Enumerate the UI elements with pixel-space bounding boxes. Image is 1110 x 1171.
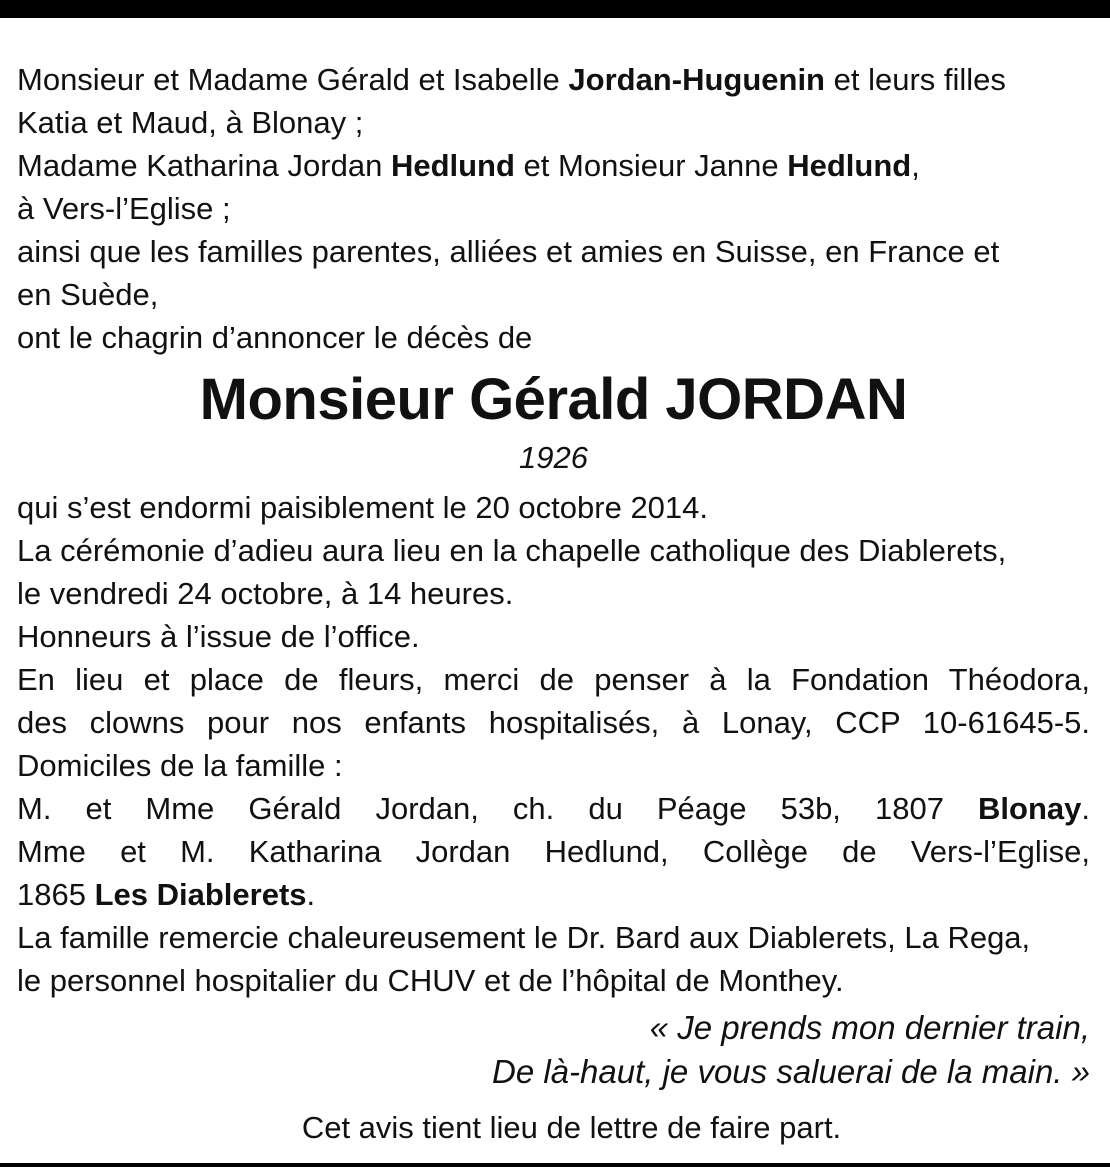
text: .: [306, 877, 316, 912]
text: et leurs filles: [825, 62, 1006, 97]
bottom-rule: [0, 1163, 1110, 1167]
poem-quote: [17, 1006, 1090, 1094]
poem-line: De là-haut, je vous saluerai de la main. »: [492, 1053, 1090, 1090]
family-name: Hedlund: [787, 148, 912, 183]
family-line: [17, 58, 1090, 101]
deceased-name: Monsieur Gérald JORDAN: [199, 367, 908, 432]
body-line: La famille remercie chaleureusement le Dr. Bard aux Diablerets, La Rega,: [17, 920, 1031, 955]
body-line: En lieu et place de fleurs, merci de penser à la Fondation Théodora,: [17, 662, 1090, 697]
body-line: Domiciles de la famille :: [17, 748, 343, 783]
body-line: le personnel hospitalier du CHUV et de l’hôpital de Monthey.: [17, 963, 844, 998]
family-line: [17, 144, 1090, 187]
family-line: ainsi que les familles parentes, alliées et amies en Suisse, en France et: [17, 234, 1000, 269]
family-line: en Suède,: [17, 277, 159, 312]
body-line: qui s’est endormi paisiblement le 20 octobre 2014.: [17, 490, 709, 525]
text: Monsieur et Madame Gérald et Isabelle: [17, 62, 569, 97]
address-line: [17, 787, 1090, 830]
locality: Les Diablerets: [94, 877, 307, 912]
text: M. et Mme Gérald Jordan, ch. du Péage 53b, 1807: [17, 791, 979, 826]
address-line: Mme et M. Katharina Jordan Hedlund, Collège de Vers-l’Eglise,: [17, 834, 1090, 869]
body-line: des clowns pour nos enfants hospitalisés, à Lonay, CCP 10-61645-5.: [17, 705, 1090, 740]
closing-line: Cet avis tient lieu de lettre de faire part.: [301, 1110, 842, 1145]
locality: Blonay: [978, 791, 1082, 826]
top-rule: [0, 0, 1110, 18]
text: 1865: [17, 877, 95, 912]
poem-line: « Je prends mon dernier train,: [649, 1009, 1090, 1046]
address-line: [17, 873, 1090, 916]
text: ,: [911, 148, 920, 183]
text: et Monsieur Janne: [514, 148, 788, 183]
body-line: Honneurs à l’issue de l’office.: [17, 619, 420, 654]
family-line: Katia et Maud, à Blonay ;: [17, 105, 364, 140]
body-line: La cérémonie d’adieu aura lieu en la chapelle catholique des Diablerets,: [17, 533, 1007, 568]
family-line: à Vers-l’Eglise ;: [17, 191, 231, 226]
obituary-notice: [17, 58, 1090, 1150]
birth-year: 1926: [519, 440, 588, 475]
text: Madame Katharina Jordan: [17, 148, 391, 183]
family-name: Hedlund: [390, 148, 515, 183]
body-line: le vendredi 24 octobre, à 14 heures.: [17, 576, 514, 611]
family-name: Jordan-Huguenin: [568, 62, 825, 97]
announcement-line: ont le chagrin d’annoncer le décès de: [17, 320, 533, 355]
text: .: [1081, 791, 1090, 826]
